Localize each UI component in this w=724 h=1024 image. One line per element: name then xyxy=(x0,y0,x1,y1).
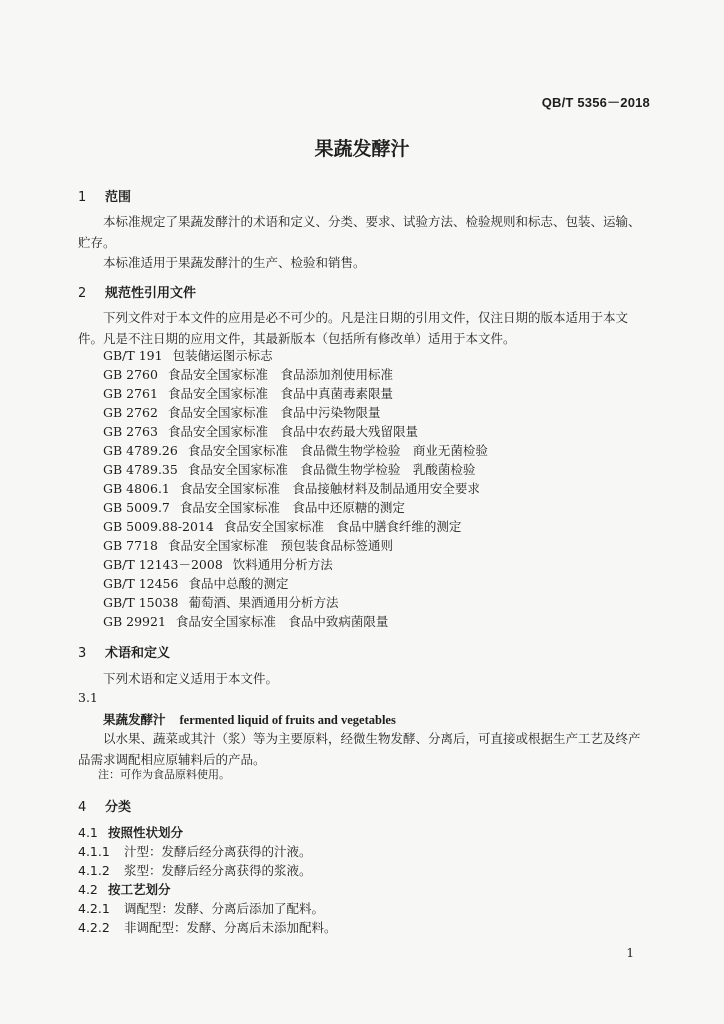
item-number: 4.1 xyxy=(78,825,98,840)
term-english: fermented liquid of fruits and vegetables xyxy=(179,713,396,727)
reference-code: GB/T 191 xyxy=(103,348,163,363)
document-title: 果蔬发酵汁 xyxy=(314,138,410,160)
item-number: 4.2.2 xyxy=(78,920,110,935)
section-title: 规范性引用文件 xyxy=(105,286,197,301)
reference-title: 食品安全国家标准 食品中致病菌限量 xyxy=(175,614,389,629)
term-note: 注：可作为食品原料使用。 xyxy=(98,768,230,781)
reference-item xyxy=(103,536,488,555)
reference-code: GB 4789.35 xyxy=(103,462,178,477)
reference-code: GB 7718 xyxy=(103,538,158,553)
reference-title: 食品安全国家标准 食品中还原糖的测定 xyxy=(179,500,405,515)
reference-title: 食品安全国家标准 食品微生物学检验 乳酸菌检验 xyxy=(187,462,476,477)
reference-title: 食品安全国家标准 食品添加剂使用标准 xyxy=(167,367,393,382)
reference-title: 饮料通用分析方法 xyxy=(232,557,333,572)
term-chinese: 果蔬发酵汁 xyxy=(103,712,166,727)
reference-title: 食品安全国家标准 食品中膳食纤维的测定 xyxy=(223,519,462,534)
reference-code: GB/T 15038 xyxy=(103,595,179,610)
reference-item xyxy=(103,593,488,612)
term-entry xyxy=(103,710,396,728)
reference-code: GB 29921 xyxy=(103,614,166,629)
reference-title: 葡萄酒、果酒通用分析方法 xyxy=(188,595,339,610)
scope-paragraph-1: 本标准规定了果蔬发酵汁的术语和定义、分类、要求、试验方法、检验规则和标志、包装、运输、贮存。 xyxy=(78,214,641,250)
section-4-heading xyxy=(78,796,131,815)
classification-item xyxy=(78,899,324,917)
reference-item xyxy=(103,498,488,517)
section-title: 范围 xyxy=(105,190,132,205)
section-number: 3 xyxy=(78,646,87,661)
reference-code: GB 5009.88-2014 xyxy=(103,519,214,534)
section-title: 术语和定义 xyxy=(105,646,171,661)
section-1-heading xyxy=(78,186,131,205)
item-number: 4.2.1 xyxy=(78,901,110,916)
reference-item xyxy=(103,612,488,631)
section-number: 1 xyxy=(78,190,87,205)
section-2-heading xyxy=(78,282,196,301)
classification-item xyxy=(78,823,183,841)
reference-code: GB/T 12456 xyxy=(103,576,179,591)
reference-item xyxy=(103,555,488,574)
reference-title: 食品安全国家标准 食品中农药最大残留限量 xyxy=(167,424,418,439)
reference-item xyxy=(103,479,488,498)
reference-title: 食品中总酸的测定 xyxy=(188,576,289,591)
reference-item xyxy=(103,384,488,403)
item-text: 按工艺划分 xyxy=(108,882,171,897)
reference-item xyxy=(103,574,488,593)
reference-title: 食品安全国家标准 食品微生物学检验 商业无菌检验 xyxy=(187,443,488,458)
page-number: 1 xyxy=(626,946,634,960)
section-3-heading xyxy=(78,642,170,661)
scope-paragraph-2: 本标准适用于果蔬发酵汁的生产、检验和销售。 xyxy=(103,255,366,270)
reference-code: GB 2762 xyxy=(103,405,158,420)
reference-item xyxy=(103,422,488,441)
reference-item xyxy=(103,403,488,422)
reference-title: 食品安全国家标准 预包装食品标签通则 xyxy=(167,538,393,553)
reference-item xyxy=(103,460,488,479)
references-intro: 下列文件对于本文件的应用是必不可少的。凡是注日期的引用文件，仅注日期的版本适用于本文件。凡是不注日期的应用文件，其最新版本（包括所有修改单）适用于本文件。 xyxy=(78,310,629,346)
reference-item xyxy=(103,517,488,536)
classification-item xyxy=(78,842,312,860)
item-number: 4.1.1 xyxy=(78,844,110,859)
classification-item xyxy=(78,880,171,898)
reference-title: 包装储运图示标志 xyxy=(172,348,273,363)
item-text: 调配型：发酵、分离后添加了配料。 xyxy=(124,901,325,916)
classification-item xyxy=(78,861,312,879)
reference-code: GB 2761 xyxy=(103,386,158,401)
reference-code: GB 4789.26 xyxy=(103,443,178,458)
reference-code: GB 4806.1 xyxy=(103,481,170,496)
reference-code: GB 2760 xyxy=(103,367,158,382)
subsection-number: 3.1 xyxy=(78,690,98,705)
item-number: 4.1.2 xyxy=(78,863,110,878)
section-number: 2 xyxy=(78,286,87,301)
standard-code: QB/T 5356－2018 xyxy=(541,95,650,110)
reference-item xyxy=(103,441,488,460)
reference-title: 食品安全国家标准 食品中真菌毒素限量 xyxy=(167,386,393,401)
reference-item xyxy=(103,346,488,365)
item-text: 汁型：发酵后经分离获得的汁液。 xyxy=(124,844,312,859)
reference-title: 食品安全国家标准 食品中污染物限量 xyxy=(167,405,381,420)
reference-code: GB 2763 xyxy=(103,424,158,439)
item-text: 非调配型：发酵、分离后未添加配料。 xyxy=(124,920,337,935)
reference-list xyxy=(103,346,488,631)
reference-code: GB 5009.7 xyxy=(103,500,170,515)
term-definition: 以水果、蔬菜或其汁（浆）等为主要原料，经微生物发酵、分离后，可直接或根据生产工艺及终产品需求调配相应原辅料后的产品。 xyxy=(78,731,641,767)
section-number: 4 xyxy=(78,800,87,815)
classification-item xyxy=(78,918,337,936)
section-title: 分类 xyxy=(105,800,132,815)
item-number: 4.2 xyxy=(78,882,98,897)
reference-item xyxy=(103,365,488,384)
reference-code: GB/T 12143－2008 xyxy=(103,557,223,572)
item-text: 浆型：发酵后经分离获得的浆液。 xyxy=(124,863,312,878)
item-text: 按照性状划分 xyxy=(108,825,184,840)
reference-title: 食品安全国家标准 食品接触材料及制品通用安全要求 xyxy=(179,481,480,496)
terms-intro: 下列术语和定义适用于本文件。 xyxy=(103,671,279,686)
